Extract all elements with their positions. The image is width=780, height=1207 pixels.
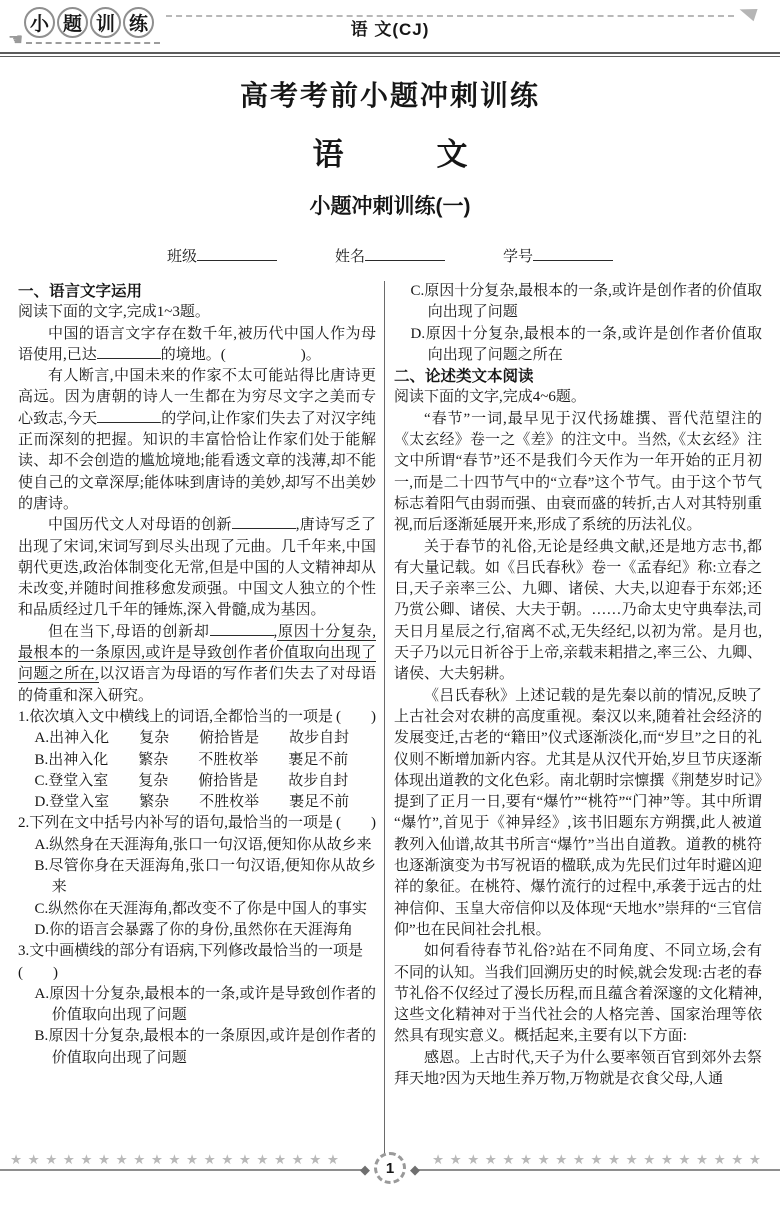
q2-option-c bbox=[18, 899, 376, 920]
class-blank bbox=[197, 247, 277, 261]
option-label: D. bbox=[34, 794, 50, 811]
subject-title: 语 文 bbox=[312, 137, 468, 172]
fill-blank bbox=[97, 410, 161, 423]
fill-blank bbox=[97, 346, 161, 359]
badge-char: 题 bbox=[57, 7, 88, 38]
left-column bbox=[18, 281, 384, 1174]
footer-right-decoration bbox=[410, 1150, 780, 1178]
q3-option-c bbox=[394, 281, 762, 324]
section-1-heading: 一、语言文字运用 bbox=[18, 283, 143, 300]
star-row-right: ★★★★★★★★★★★★★★★★★★★ bbox=[432, 1153, 767, 1168]
option-label: B. bbox=[34, 1028, 49, 1045]
id-blank bbox=[533, 247, 613, 261]
q1-option-b bbox=[18, 750, 376, 771]
option-text: 你的语言会暴露了你的身份,虽然你在天涯海角 bbox=[49, 921, 353, 938]
section-2-intro: 阅读下面的文字,完成4~6题。 bbox=[394, 389, 586, 406]
reading-paragraph-4: 如何看待春节礼俗?站在不同角度、不同立场,会有不同的认知。当我们回溯历史的时候,就会发现:古老的春节礼俗不仅经过了漫长历程,而且蕴含着深邃的文化精神,这些文化精神对于当代社会的人格完善、国家治理等依然具有现实意义。概括起来,主要有以下方面: bbox=[394, 943, 762, 1045]
pointing-hand-icon: ☚ bbox=[8, 30, 24, 50]
reading-paragraph-2: 关于春节的礼俗,无论是经典文献,还是地方志书,都有大量记载。如《吕氏春秋》卷一《孟春纪》称:立春之日,天子亲率三公、九卿、诸侯、大夫,以迎春于东郊;还乃赏公卿、诸侯、大夫于朝。……乃命太史守典奉法,司天日月星辰之行,宿离不忒,无失经纪,以初为常。是月也,天子乃以元日祈谷于上帝,亲载耒耜措之,率三公、九卿、诸侯、大夫躬耕。 bbox=[394, 538, 762, 683]
text-run: 有人断言,中国未来的作家不太可能站得比唐诗更高远。因为唐朝的诗人一生都在为穷尽文字之美而专心致志,今天 bbox=[18, 368, 376, 427]
option-label: A. bbox=[34, 836, 50, 853]
student-info-row bbox=[0, 245, 780, 266]
footer-rule-right bbox=[410, 1163, 780, 1178]
section-1-intro: 阅读下面的文字,完成1~3题。 bbox=[18, 304, 210, 321]
question-text: 文中画横线的部分有语病,下列修改最恰当的一项是 bbox=[29, 943, 364, 960]
passage-paragraph-2 bbox=[18, 366, 376, 515]
right-column bbox=[384, 281, 762, 1174]
question-number: 1. bbox=[18, 708, 30, 725]
option-label: B. bbox=[34, 858, 49, 875]
page-header bbox=[0, 0, 780, 58]
series-badge bbox=[24, 7, 156, 38]
badge-char: 练 bbox=[123, 7, 154, 38]
passage-paragraph-4 bbox=[18, 622, 376, 707]
fill-blank bbox=[232, 516, 296, 529]
question-1 bbox=[18, 707, 376, 728]
badge-char: 小 bbox=[24, 7, 55, 38]
class-label: 班级 bbox=[166, 249, 197, 265]
header-subject: 语 文(CJ) bbox=[350, 20, 430, 39]
answer-bracket: ( ) bbox=[336, 708, 376, 725]
option-text: 登堂入室 复杂 俯拾皆是 故步自封 bbox=[48, 772, 349, 789]
text-run: 但在当下,母语的创新却 bbox=[48, 623, 210, 640]
q2-option-b bbox=[18, 856, 376, 899]
text-run: 中国的语言文字存在数千年,被历代中国人作为母语使用,已达 bbox=[18, 325, 376, 363]
id-field bbox=[503, 245, 613, 266]
content-columns bbox=[18, 281, 762, 1174]
option-label: C. bbox=[34, 900, 49, 917]
option-text: 原因十分复杂,最根本的一条,或许是导致创作者的价值取向出现了问题 bbox=[49, 985, 376, 1024]
option-text: 原因十分复杂,最根本的一条原因,或许是创作者的价值取向出现了问题 bbox=[48, 1028, 376, 1066]
reading-paragraph-1: “春节”一词,最早见于汉代扬雄撰、晋代范望注的《太玄经》卷一之《差》的注文中。当然,《太玄经》注文中所谓“春节”还不是我们今天作为一年开始的正月初一,而是二十四节气中的“立春”这个节气。由于这个节气标志着阳气由弱而强、由衰而盛的转折,古人对其特别重视,而后逐渐延展开来,形成了系统的历法礼仪。 bbox=[394, 410, 762, 534]
star-row-left: ★★★★★★★★★★★★★★★★★★★ bbox=[10, 1153, 345, 1168]
header-double-rule bbox=[0, 52, 780, 57]
q1-option-a bbox=[18, 728, 376, 749]
reading-paragraph-5: 感恩。上古时代,天子为什么要率领百官到郊外去祭拜天地?因为天地生养万物,万物就是衣食父母,人通 bbox=[394, 1049, 762, 1087]
option-label: D. bbox=[34, 921, 50, 938]
option-text: 纵然你在天涯海角,都改变不了你是中国人的事实 bbox=[48, 900, 368, 917]
q3-option-b bbox=[18, 1026, 376, 1069]
id-label: 学号 bbox=[503, 249, 534, 265]
page-number: 1 bbox=[385, 1159, 395, 1177]
question-number: 2. bbox=[18, 815, 30, 832]
question-2 bbox=[18, 813, 376, 834]
class-field bbox=[167, 245, 277, 266]
option-text: 原因十分复杂,最根本的一条,或许是创作者的价值取向出现了问题 bbox=[424, 283, 762, 321]
text-run: 中国历代文人对母语的创新 bbox=[48, 517, 232, 534]
option-text: 登堂入室 繁杂 不胜枚举 裹足不前 bbox=[49, 794, 350, 811]
name-blank bbox=[365, 247, 445, 261]
answer-bracket: ( ) bbox=[336, 815, 376, 832]
q2-option-a bbox=[18, 835, 376, 856]
name-field bbox=[335, 245, 445, 266]
q3-answer-bracket: ( ) bbox=[18, 964, 58, 981]
passage-paragraph-3 bbox=[18, 515, 376, 621]
q2-option-d bbox=[18, 920, 376, 941]
question-number: 3. bbox=[18, 943, 30, 960]
q1-option-d bbox=[18, 792, 376, 813]
option-label: B. bbox=[34, 751, 49, 768]
diamond-icon: ◆ bbox=[410, 1163, 420, 1178]
q1-option-c bbox=[18, 771, 376, 792]
underlined-text: 原因十分复杂,最根本的一条原因,或许是导致创作者价值取向出现了问题之所在, bbox=[18, 623, 376, 683]
section-2-heading: 二、论述类文本阅读 bbox=[394, 368, 534, 386]
page-number-badge bbox=[374, 1152, 406, 1184]
header-dashed-line bbox=[166, 15, 734, 17]
question-text: 下列在文中括号内补写的语句,最恰当的一项是 bbox=[29, 815, 334, 832]
footer-left-decoration bbox=[0, 1150, 370, 1178]
footer-rule-left bbox=[0, 1163, 370, 1178]
text-run: 的境地。( )。 bbox=[160, 346, 321, 363]
option-text: 出神入化 复杂 俯拾皆是 故步自封 bbox=[49, 730, 350, 747]
question-text: 依次填入文中横线上的词语,全都恰当的一项是 bbox=[29, 708, 334, 725]
text-run: ,唐诗写乏了出现了宋词,宋词写到尽头出现了元曲。几千年来,中国朝代更迭,政治体制变化无常,但是中国的人文精神却从未改变,并随时间推移愈发顽强。中国文人独立的个性和品质经过几千年的锤炼,深入骨髓,成为基因。 bbox=[18, 517, 376, 619]
q3-option-a bbox=[18, 984, 376, 1027]
option-label: A. bbox=[34, 985, 50, 1002]
text-run: 的学问,让作家们失去了对汉字纯正而深刻的把握。知识的丰富恰恰让作家们处于能解读、却不会创造的尴尬境地;能看透文章的浅薄,却不能使自己的文章深厚;能体味到唐诗的美妙,却写不出美妙的唐诗。 bbox=[18, 410, 376, 512]
q3-option-d bbox=[394, 324, 762, 367]
option-text: 原因十分复杂,最根本的一条,或许是创作者价值取向出现了问题之所在 bbox=[425, 325, 762, 363]
fill-blank bbox=[210, 623, 274, 636]
option-label: D. bbox=[410, 325, 426, 342]
badge-underline bbox=[26, 42, 160, 44]
option-label: A. bbox=[34, 730, 50, 747]
text-run: , bbox=[273, 623, 278, 640]
series-title: 小题冲刺训练(一) bbox=[309, 195, 471, 218]
page-footer bbox=[0, 1150, 780, 1196]
paper-title: 高考考前小题冲刺训练 bbox=[239, 80, 540, 111]
diamond-icon: ◆ bbox=[360, 1163, 370, 1178]
option-label: C. bbox=[34, 772, 49, 789]
name-label: 姓名 bbox=[334, 249, 365, 265]
option-text: 尽管你身在天涯海角,张口一句汉语,便知你从故乡来 bbox=[48, 858, 376, 896]
passage-paragraph-1 bbox=[18, 324, 376, 367]
option-label: C. bbox=[410, 283, 425, 299]
question-3 bbox=[18, 941, 376, 962]
text-run: 以汉语言为母语的写作者们失去了对母语的倚重和深入研究。 bbox=[18, 666, 376, 704]
badge-char: 训 bbox=[90, 7, 121, 38]
option-text: 纵然身在天涯海角,张口一句汉语,便知你从故乡来 bbox=[49, 836, 372, 853]
option-text: 出神入化 繁杂 不胜枚举 裹足不前 bbox=[48, 751, 349, 768]
reading-paragraph-3: 《吕氏春秋》上述记载的是先秦以前的情况,反映了上古社会对农耕的高度重视。秦汉以来,随着社会经济的发展变迁,古老的“籍田”仪式逐渐淡化,而“岁旦”之日的礼仪则不断增加新内容。尤其是从汉代开始,岁旦节庆逐渐体现出道教的文化色彩。南北朝时宗懔撰《荆楚岁时记》提到了正月一日,要有“爆竹”“桃符”“门神”等。其中所谓“爆竹”,首见于《神异经》,该书旧题东方朔撰,此人被道教列入仙谱,故其书所言“爆竹”当出自道教。道教的桃符也逐渐演变为书写祝语的楹联,成为先民们过年时避凶迎祥的象征。在桃符、爆竹流行的过程中,承袭于远古的灶神信仰、玉皇大帝信仰以及体现“天地水”崇拜的“三官信仰”也在民间社会扎根。 bbox=[394, 687, 762, 938]
